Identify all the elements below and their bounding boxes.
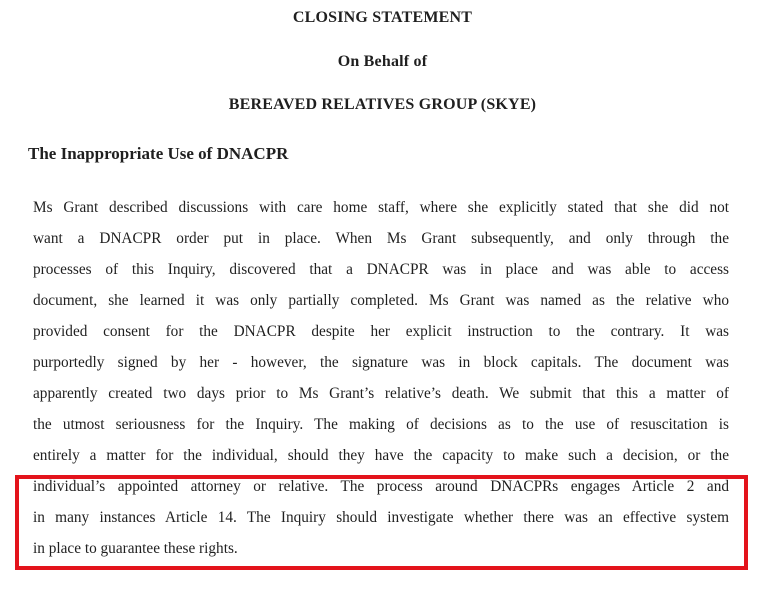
group-name: BEREAVED RELATIVES GROUP (SKYE) <box>228 96 537 113</box>
paragraph-line: document, she learned it was only partially completed. Ms Grant was named as the relative who <box>33 292 729 309</box>
document-subtitle: On Behalf of <box>337 53 428 70</box>
paragraph-line: entirely a matter for the individual, should they have the capacity to make such a decision, or the <box>33 447 729 464</box>
paragraph-line: processes of this Inquiry, discovered that a DNACPR was in place and was able to access <box>33 261 729 278</box>
body-paragraph <box>33 192 729 564</box>
paragraph-line: want a DNACPR order put in place. When Ms Grant subsequently, and only through the <box>33 230 729 247</box>
section-heading: The Inappropriate Use of DNACPR <box>28 144 289 163</box>
document-title: CLOSING STATEMENT <box>292 9 473 26</box>
paragraph-line: the utmost seriousness for the Inquiry. The making of decisions as to the use of resuscitation is <box>33 416 729 433</box>
paragraph-line: provided consent for the DNACPR despite her explicit instruction to the contrary. It was <box>33 323 729 340</box>
paragraph-line: in many instances Article 14. The Inquiry should investigate whether there was an effective system <box>33 509 729 526</box>
paragraph-line: in place to guarantee these rights. <box>33 540 238 557</box>
paragraph-line: purportedly signed by her - however, the signature was in block capitals. The document was <box>33 354 729 371</box>
paragraph-line: apparently created two days prior to Ms Grant’s relative’s death. We submit that this a matter of <box>33 385 729 402</box>
paragraph-line: Ms Grant described discussions with care home staff, where she explicitly stated that she did not <box>33 199 729 216</box>
paragraph-line: individual’s appointed attorney or relative. The process around DNACPRs engages Article 2 and <box>33 478 729 495</box>
